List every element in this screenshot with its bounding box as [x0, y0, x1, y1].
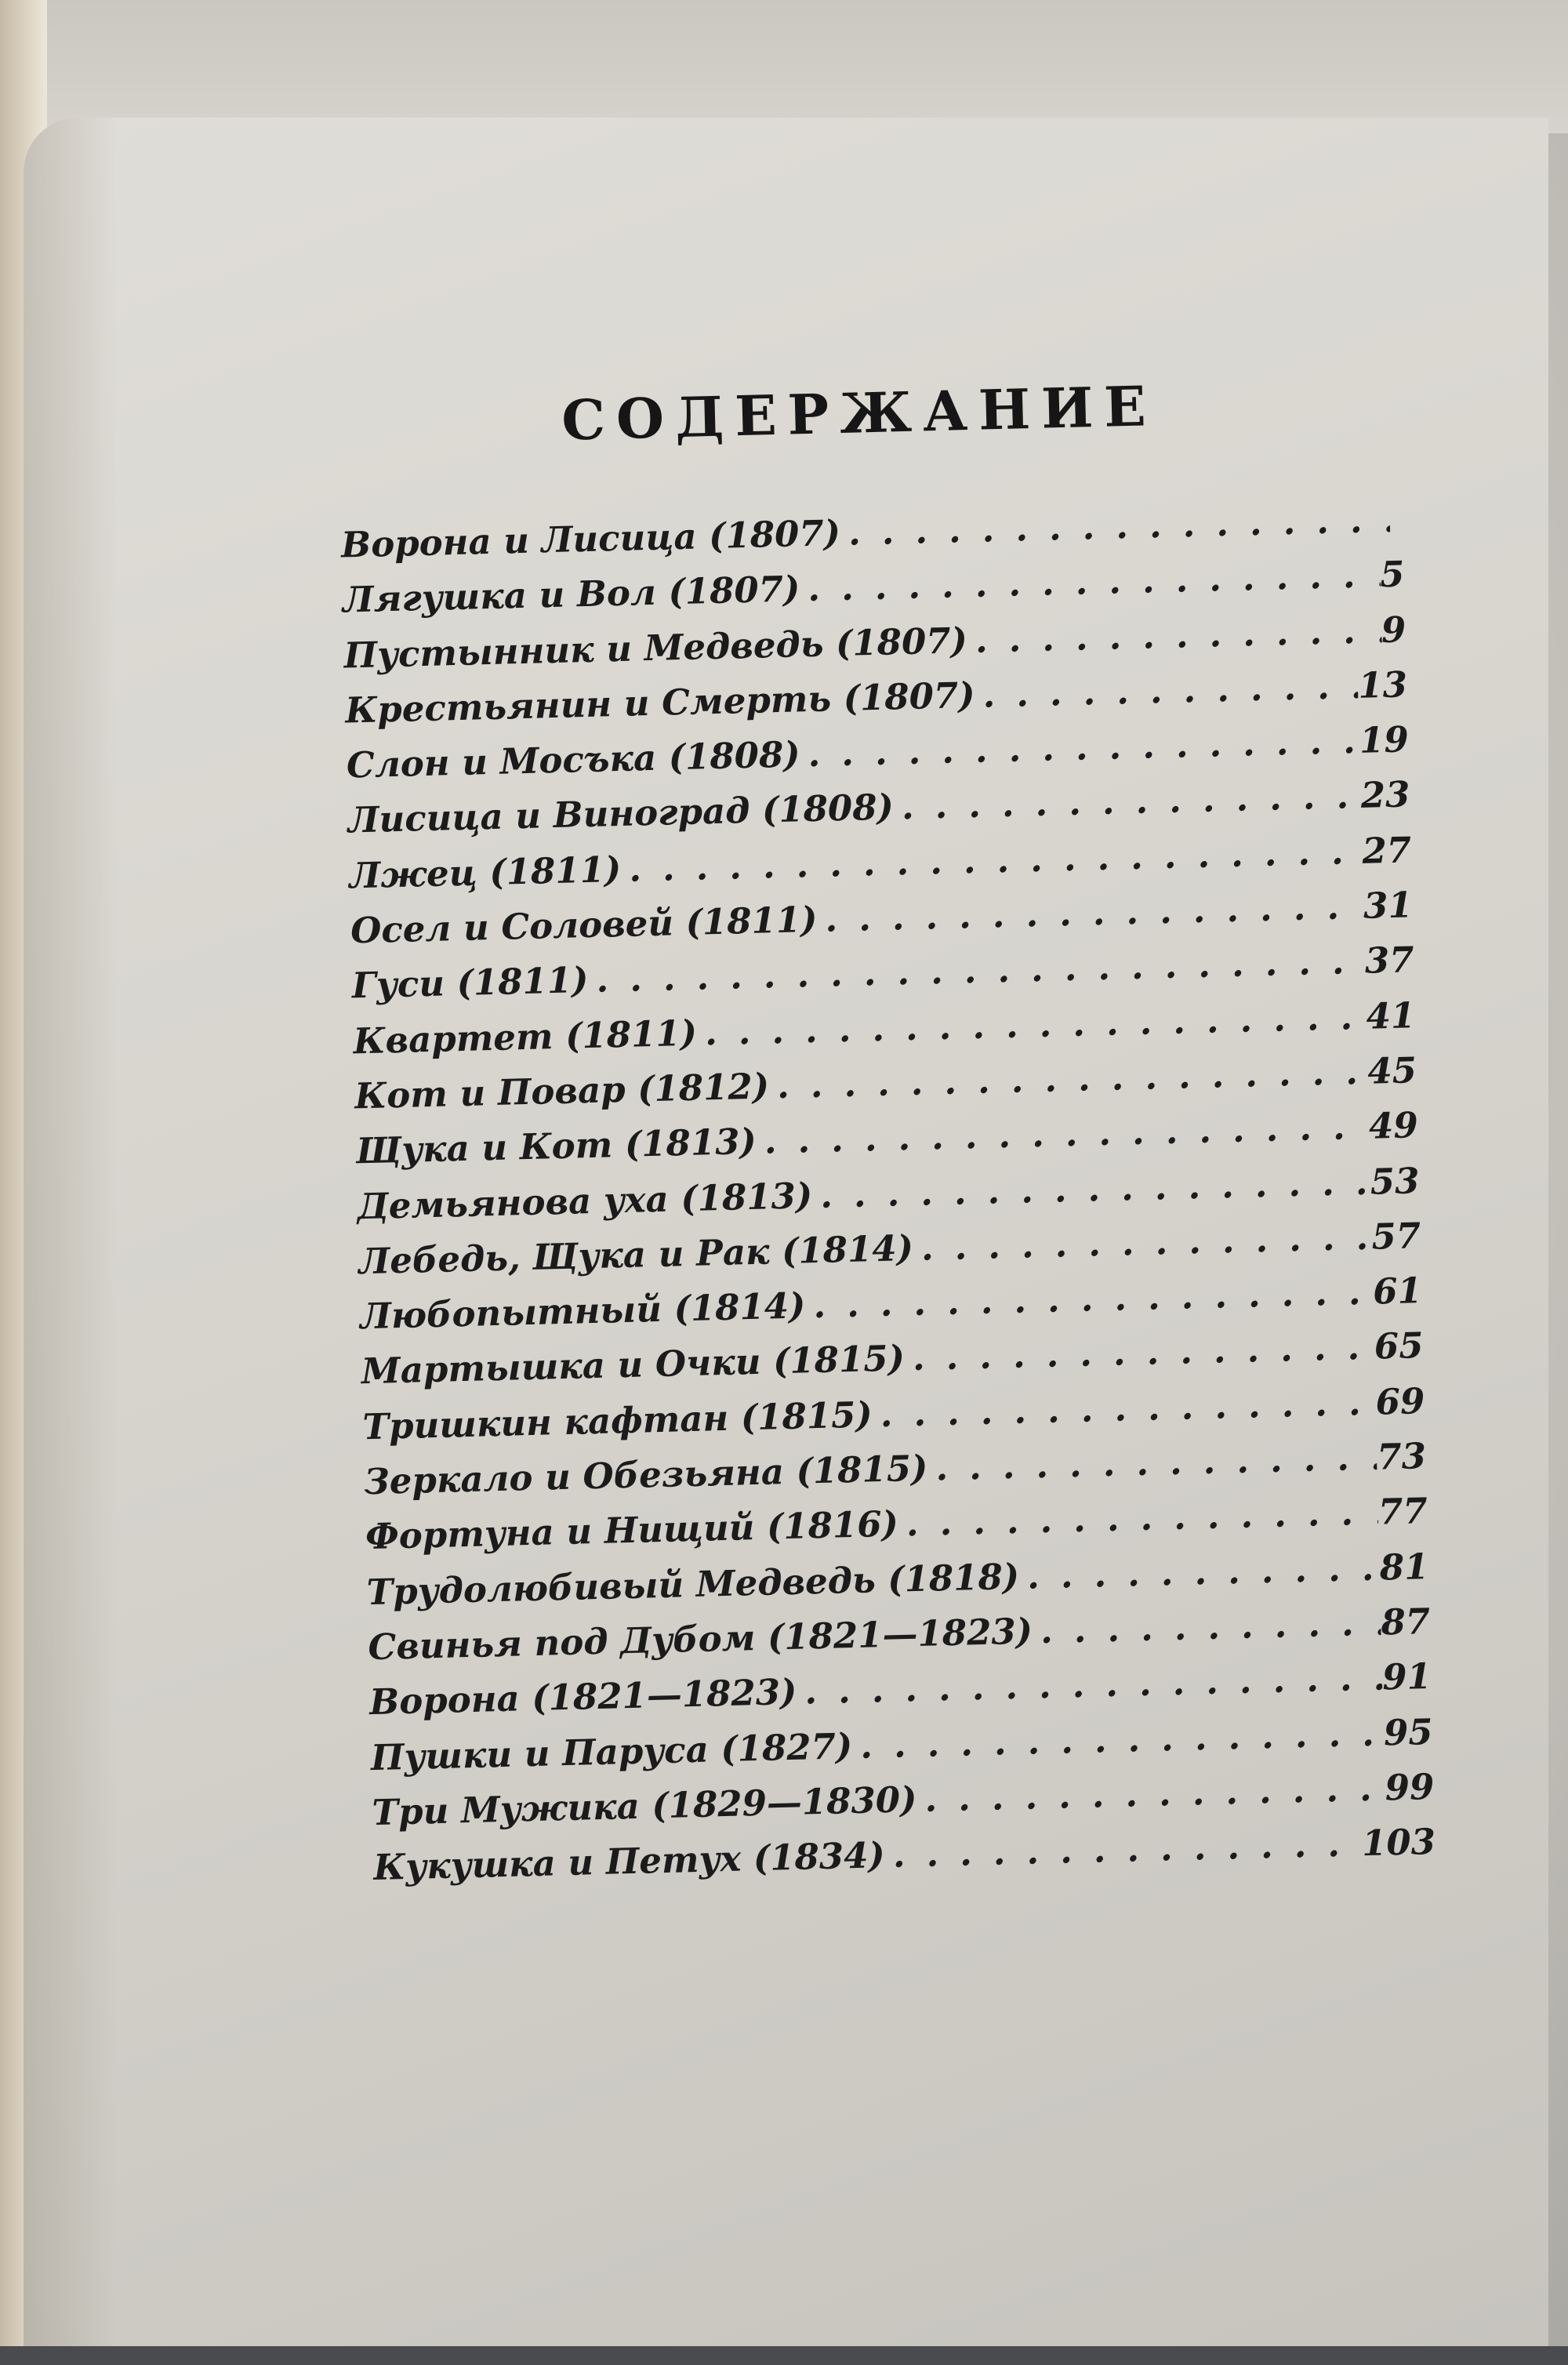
entry-title: Трудолюбивый Медведь (1818) [366, 1555, 1028, 1613]
entry-page-number: 103 [1361, 1821, 1436, 1864]
entry-title: Ворона и Лисица (1807) [341, 512, 849, 566]
entry-page-number: 57 [1371, 1215, 1421, 1258]
entry-page-number: 81 [1379, 1546, 1429, 1589]
entry-page-number: 37 [1364, 939, 1414, 983]
dot-leader [1026, 1546, 1380, 1597]
entry-title: Гуси (1811) [351, 959, 597, 1007]
entry-title: Лягушка и Вол (1807) [342, 568, 808, 620]
entry-title: Свинья под Дубом (1821—1823) [368, 1610, 1041, 1668]
entry-title: Любопытный (1814) [360, 1284, 814, 1337]
entry-page-number: 61 [1373, 1270, 1423, 1313]
entry-title: Пушки и Паруса (1827) [370, 1724, 860, 1778]
entry-title: Зеркало и Обезьяна (1815) [364, 1447, 936, 1502]
entry-title: Три Мужика (1829—1830) [372, 1778, 925, 1833]
entry-page-number: 19 [1359, 719, 1409, 762]
entry-title: Тришкин кафтан (1815) [362, 1393, 880, 1448]
entry-title: Лебедь, Щука и Рак (1814) [358, 1227, 922, 1283]
dot-leader [975, 609, 1381, 661]
entry-title: Лжец (1811) [349, 848, 630, 897]
entry-title: Ворона (1821—1823) [369, 1671, 805, 1724]
entry-title: Мартышка и Очки (1815) [361, 1338, 913, 1393]
entry-page-number: 69 [1375, 1380, 1425, 1423]
entry-page-number: 9 [1381, 609, 1406, 651]
entry-title: Кукушка и Петух (1834) [373, 1834, 894, 1888]
entry-page-number: 41 [1366, 994, 1416, 1037]
entry-page-number: 99 [1385, 1766, 1435, 1809]
entry-title: Осел и Соловей (1811) [350, 899, 826, 952]
entry-title: Крестьянин и Смерть (1807) [345, 674, 983, 732]
toc-heading: СОДЕРЖАНИЕ [561, 374, 1127, 453]
dot-leader [982, 665, 1359, 716]
entry-page-number: 5 [1380, 554, 1406, 596]
entry-title: Квартет (1811) [353, 1012, 706, 1062]
dot-leader [848, 499, 1390, 554]
entry-page-number: 91 [1382, 1655, 1432, 1698]
entry-page-number: 95 [1383, 1711, 1433, 1754]
entry-page-number: 27 [1362, 829, 1412, 872]
entry-title: Фортуна и Нищий (1816) [365, 1503, 906, 1558]
entry-page-number: 49 [1368, 1104, 1418, 1147]
entry-page-number: 45 [1367, 1049, 1417, 1092]
entry-title: Слон и Мосъка (1808) [346, 733, 808, 786]
entry-page-number: 53 [1370, 1160, 1420, 1203]
entry-title: Кот и Повар (1812) [354, 1065, 778, 1117]
entry-page-number: 13 [1358, 663, 1408, 707]
entry-title: Демьянова уха (1813) [357, 1174, 821, 1226]
entry-page-number: 31 [1363, 884, 1414, 927]
entry-page-number: 77 [1377, 1490, 1428, 1533]
entry-title: Щука и Кот (1813) [355, 1121, 764, 1172]
entry-page-number: 23 [1360, 774, 1410, 817]
entry-page-number: 87 [1381, 1600, 1431, 1644]
dot-leader [1040, 1602, 1381, 1652]
entry-page-number: 73 [1377, 1435, 1427, 1478]
entry-title: Пустынник и Медведь (1807) [343, 619, 976, 676]
entry-title: Лисица и Виноград (1808) [347, 787, 902, 841]
toc-list [341, 498, 1437, 1902]
entry-page-number: 65 [1374, 1325, 1424, 1368]
